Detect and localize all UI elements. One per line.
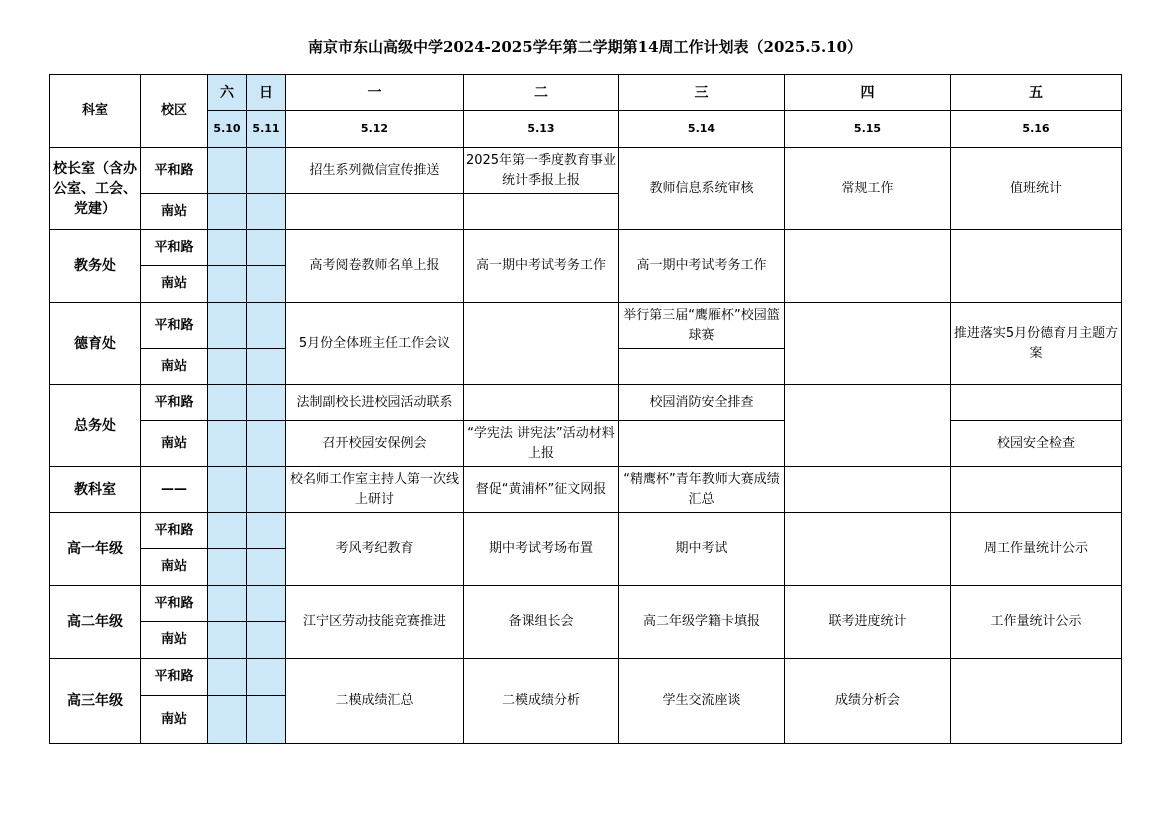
moral-tue <box>464 303 619 385</box>
sun-cell <box>247 266 286 303</box>
day-mon: 一 <box>286 75 464 111</box>
sun-cell <box>247 303 286 349</box>
day-tue: 二 <box>464 75 619 111</box>
campus-none: —— <box>141 467 208 513</box>
sat-cell <box>208 513 247 549</box>
sun-cell <box>247 586 286 622</box>
dept-general: 总务处 <box>50 385 141 467</box>
grade2-tue: 备课组长会 <box>464 586 619 659</box>
campus-b: 南站 <box>141 549 208 586</box>
grade1-thu <box>785 513 951 586</box>
sun-cell <box>247 194 286 230</box>
page-title: 南京市东山高级中学2024-2025学年第二学期第14周工作计划表（2025.5.10） <box>307 38 863 56</box>
dept-principal: 校长室（含办公室、工会、党建） <box>50 148 141 230</box>
sun-cell <box>247 230 286 266</box>
date-tue: 5.13 <box>464 111 619 148</box>
dept-research: 教科室 <box>50 467 141 513</box>
academic-mon: 高考阅卷教师名单上报 <box>286 230 464 303</box>
general-wed-a: 校园消防安全排查 <box>619 385 785 421</box>
dept-academic: 教务处 <box>50 230 141 303</box>
sun-cell <box>247 421 286 467</box>
sun-cell <box>247 385 286 421</box>
general-tue-b: “学宪法 讲宪法”活动材料上报 <box>464 421 619 467</box>
dept-grade2: 高二年级 <box>50 586 141 659</box>
general-wed-b <box>619 421 785 467</box>
dept-grade1: 高一年级 <box>50 513 141 586</box>
sun-cell <box>247 696 286 744</box>
moral-wed-b <box>619 349 785 385</box>
grade1-wed: 期中考试 <box>619 513 785 586</box>
sun-cell <box>247 659 286 696</box>
sun-cell <box>247 467 286 513</box>
principal-fri: 值班统计 <box>951 148 1122 230</box>
campus-b: 南站 <box>141 194 208 230</box>
principal-tue-a: 2025年第一季度教育事业统计季报上报 <box>464 148 619 194</box>
grade2-mon: 江宁区劳动技能竞赛推进 <box>286 586 464 659</box>
academic-wed: 高一期中考试考务工作 <box>619 230 785 303</box>
campus-a: 平和路 <box>141 513 208 549</box>
dept-grade3: 高三年级 <box>50 659 141 744</box>
grade3-fri <box>951 659 1122 744</box>
day-wed: 三 <box>619 75 785 111</box>
general-fri-b: 校园安全检查 <box>951 421 1122 467</box>
day-sun: 日 <box>247 75 286 111</box>
research-tue: 督促“黄浦杯”征文网报 <box>464 467 619 513</box>
research-fri <box>951 467 1122 513</box>
campus-a: 平和路 <box>141 230 208 266</box>
grade3-wed: 学生交流座谈 <box>619 659 785 744</box>
sat-cell <box>208 385 247 421</box>
date-fri: 5.16 <box>951 111 1122 148</box>
grade3-tue: 二模成绩分析 <box>464 659 619 744</box>
grade1-tue: 期中考试考场布置 <box>464 513 619 586</box>
campus-b: 南站 <box>141 421 208 467</box>
sat-cell <box>208 148 247 194</box>
sat-cell <box>208 586 247 622</box>
sun-cell <box>247 513 286 549</box>
date-wed: 5.14 <box>619 111 785 148</box>
header-campus: 校区 <box>141 75 208 148</box>
sat-cell <box>208 549 247 586</box>
date-sat: 5.10 <box>208 111 247 148</box>
campus-b: 南站 <box>141 696 208 744</box>
grade3-mon: 二模成绩汇总 <box>286 659 464 744</box>
campus-b: 南站 <box>141 349 208 385</box>
header-dept: 科室 <box>50 75 141 148</box>
day-sat: 六 <box>208 75 247 111</box>
general-mon-b: 召开校园安保例会 <box>286 421 464 467</box>
sun-cell <box>247 549 286 586</box>
general-tue-a <box>464 385 619 421</box>
grade1-fri: 周工作量统计公示 <box>951 513 1122 586</box>
moral-fri: 推进落实5月份德育月主题方案 <box>951 303 1122 385</box>
principal-tue-b <box>464 194 619 230</box>
grade3-thu: 成绩分析会 <box>785 659 951 744</box>
grade2-thu: 联考进度统计 <box>785 586 951 659</box>
general-fri-a <box>951 385 1122 421</box>
principal-mon-a: 招生系列微信宣传推送 <box>286 148 464 194</box>
campus-a: 平和路 <box>141 385 208 421</box>
sat-cell <box>208 194 247 230</box>
general-thu <box>785 385 951 467</box>
academic-thu <box>785 230 951 303</box>
academic-fri <box>951 230 1122 303</box>
date-mon: 5.12 <box>286 111 464 148</box>
sun-cell <box>247 148 286 194</box>
sat-cell <box>208 467 247 513</box>
research-wed: “精鹰杯”青年教师大赛成绩汇总 <box>619 467 785 513</box>
sat-cell <box>208 230 247 266</box>
sat-cell <box>208 622 247 659</box>
academic-tue: 高一期中考试考务工作 <box>464 230 619 303</box>
sat-cell <box>208 421 247 467</box>
campus-a: 平和路 <box>141 659 208 696</box>
principal-thu: 常规工作 <box>785 148 951 230</box>
sat-cell <box>208 659 247 696</box>
general-mon-a: 法制副校长进校园活动联系 <box>286 385 464 421</box>
sun-cell <box>247 349 286 385</box>
campus-b: 南站 <box>141 266 208 303</box>
moral-mon: 5月份全体班主任工作会议 <box>286 303 464 385</box>
dept-moral: 德育处 <box>50 303 141 385</box>
day-thu: 四 <box>785 75 951 111</box>
principal-mon-b <box>286 194 464 230</box>
date-sun: 5.11 <box>247 111 286 148</box>
campus-a: 平和路 <box>141 586 208 622</box>
date-thu: 5.15 <box>785 111 951 148</box>
grade2-fri: 工作量统计公示 <box>951 586 1122 659</box>
moral-thu <box>785 303 951 385</box>
campus-a: 平和路 <box>141 148 208 194</box>
sat-cell <box>208 349 247 385</box>
sun-cell <box>247 622 286 659</box>
grade1-mon: 考风考纪教育 <box>286 513 464 586</box>
research-thu <box>785 467 951 513</box>
campus-a: 平和路 <box>141 303 208 349</box>
sat-cell <box>208 303 247 349</box>
campus-b: 南站 <box>141 622 208 659</box>
principal-wed: 教师信息系统审核 <box>619 148 785 230</box>
research-mon: 校名师工作室主持人第一次线上研讨 <box>286 467 464 513</box>
day-fri: 五 <box>951 75 1122 111</box>
work-plan-table <box>49 74 1122 744</box>
sat-cell <box>208 696 247 744</box>
sat-cell <box>208 266 247 303</box>
grade2-wed: 高二年级学籍卡填报 <box>619 586 785 659</box>
moral-wed-a: 举行第三届“鹰雁杯”校园篮球赛 <box>619 303 785 349</box>
